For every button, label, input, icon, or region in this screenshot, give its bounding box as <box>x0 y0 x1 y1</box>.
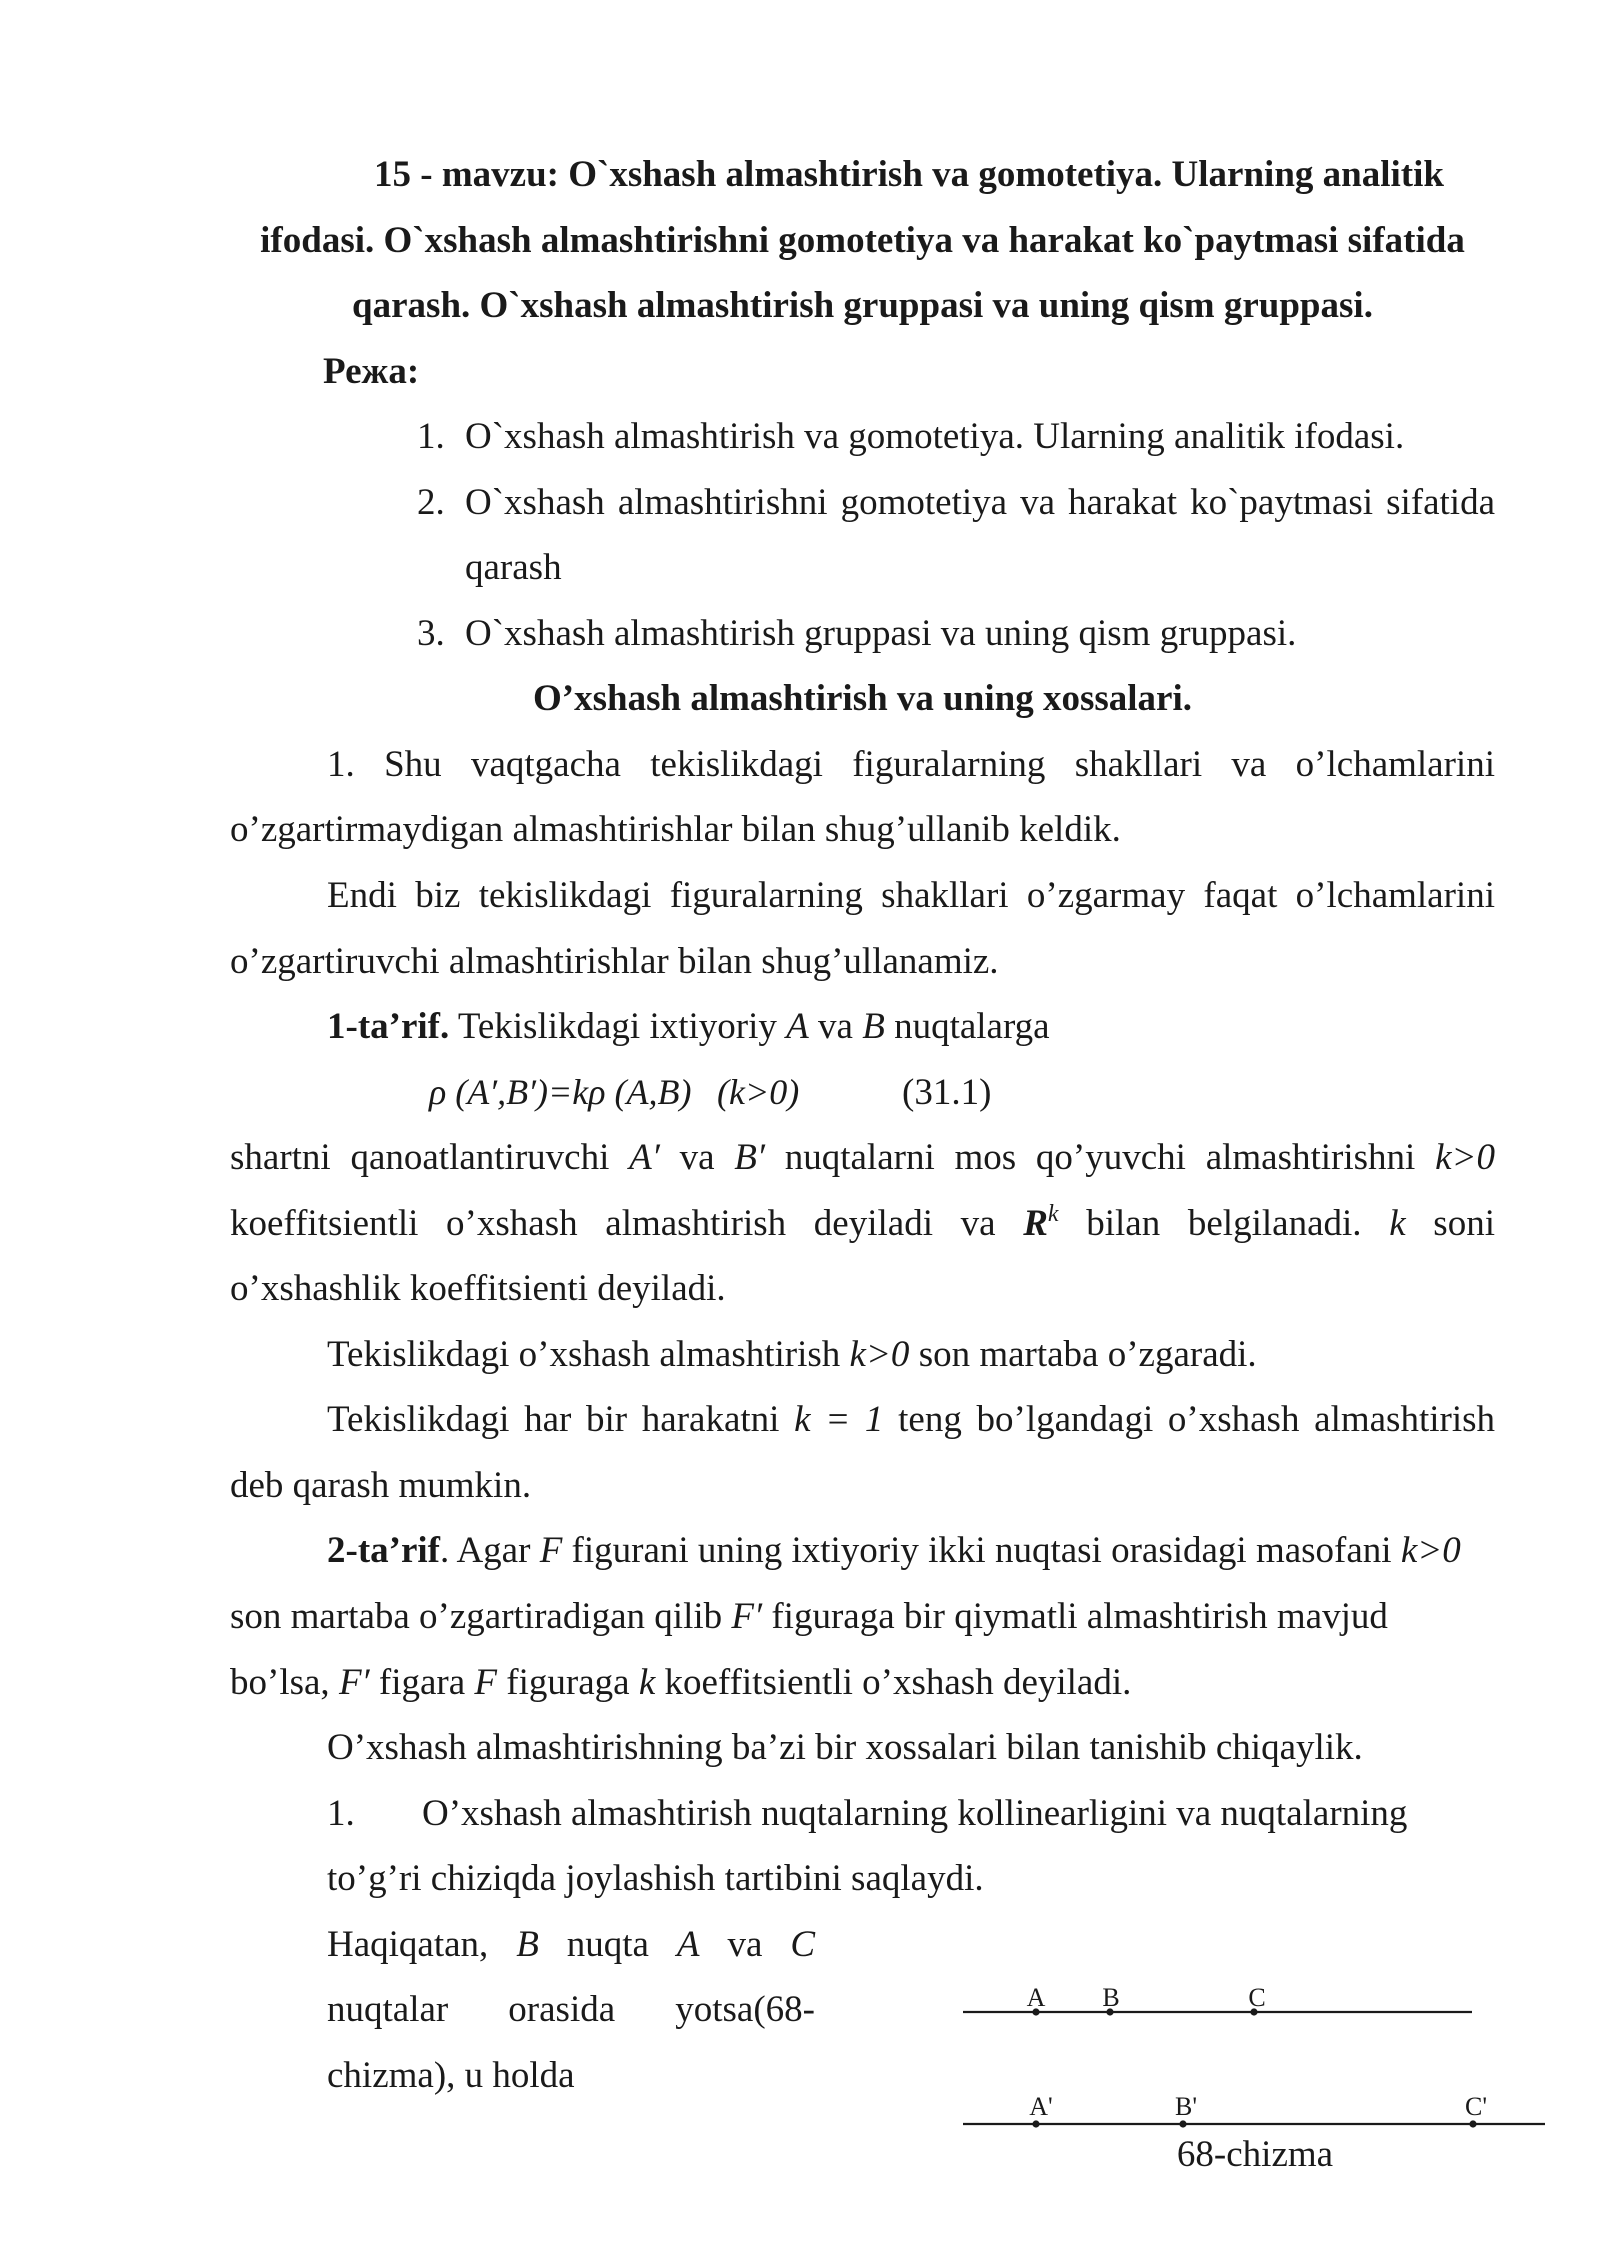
definition-2-term: 2-ta’rif <box>327 1530 440 1572</box>
definition-text: koeffitsientli o’xshash deyiladi. <box>655 1661 1132 1703</box>
figure-f-prime-variable: F′ <box>731 1596 763 1638</box>
remark-2-line-2: deb qarash mumkin. <box>230 1464 532 1506</box>
point-a-prime-label: A' <box>1029 2092 1053 2121</box>
plan-heading: Режа: <box>323 350 420 392</box>
figure-caption: 68-chizma <box>1176 2134 1334 2175</box>
remark-1 <box>327 1322 1495 1388</box>
topic-title-line-2: ifodasi. O`xshash almashtirishni gomotetiya va harakat ko`paytmasi sifatida <box>260 219 1465 261</box>
point-a-variable: A <box>786 1006 809 1048</box>
property-text: O’xshash almashtirish nuqtalarning kollinearligini va nuqtalarning <box>422 1792 1408 1834</box>
point-b-prime-dot <box>1179 2120 1186 2127</box>
definition-text: figuraga <box>497 1661 639 1703</box>
definition-text: bo’lsa, <box>230 1661 339 1703</box>
proof-text: nuqta <box>538 1923 677 1965</box>
definition-text: . Agar <box>440 1530 540 1572</box>
definition-text: figara <box>369 1661 475 1703</box>
remark-text: Tekislikdagi o’xshash almashtirish <box>327 1333 850 1375</box>
definition-1-term: 1-ta’rif. <box>327 1006 450 1048</box>
point-b-variable: B <box>862 1006 885 1048</box>
definition-2-line-1 <box>327 1518 1495 1584</box>
point-a-prime-dot <box>1032 2120 1039 2127</box>
k-variable: k <box>638 1661 656 1703</box>
point-a-prime-variable: A′ <box>629 1137 660 1179</box>
figure-f-prime-variable: F′ <box>338 1661 370 1703</box>
intro-paragraph-1-line-2: o’zgartirmaydigan almashtirishlar bilan shug’ullanib keldik. <box>230 809 1121 851</box>
remark-text: son martaba o’zgaradi. <box>909 1333 1257 1375</box>
definition-1-line-5: o’xshashlik koeffitsienti deyiladi. <box>230 1268 726 1310</box>
topic-title-line-1: 15 - mavzu: O`xshash almashtirish va gomotetiya. Ularning analitik <box>374 154 1444 195</box>
figure-f-variable: F <box>474 1661 498 1703</box>
equation-number: (31.1) <box>902 1071 992 1113</box>
definition-1-line-1 <box>327 994 1495 1060</box>
definition-text: soni <box>1405 1202 1495 1244</box>
k-equals-one: k = 1 <box>794 1399 884 1441</box>
plan-item-2-continuation: qarash <box>465 547 562 589</box>
point-b-prime-label: B' <box>1174 2092 1198 2121</box>
plan-item-number: 1. <box>417 416 445 458</box>
definition-text: koeffitsientli o’xshash almashtirish deyiladi va <box>230 1202 1024 1244</box>
definition-1-line-3 <box>230 1125 1495 1191</box>
plan-item-number: 3. <box>417 612 445 654</box>
formula-expression: ρ (A′,B′)=kρ (A,B) <box>429 1071 692 1112</box>
definition-1-line-4 <box>230 1191 1495 1257</box>
definition-text: figurani uning ixtiyoriy ikki nuqtasi orasidagi masofani <box>562 1530 1401 1572</box>
point-b-variable: B <box>516 1923 539 1965</box>
intro-paragraph-2-line-2: o’zgartiruvchi almashtirishlar bilan shug’ullanamiz. <box>230 940 999 982</box>
point-c-variable: C <box>790 1923 816 1965</box>
definition-2-line-2 <box>230 1584 1495 1650</box>
figure-68 <box>940 1960 1580 2180</box>
figure-f-variable: F <box>539 1530 563 1572</box>
formula-31-1 <box>0 1060 1600 1126</box>
formula-condition: (k>0) <box>717 1071 800 1112</box>
definition-text: va <box>808 1006 863 1048</box>
definition-text: va <box>659 1137 735 1179</box>
similarity-exponent: k <box>1047 1200 1059 1227</box>
point-a-label: A <box>1026 1983 1046 2012</box>
plan-item-text: O`xshash almashtirish gruppasi va uning qism gruppasi. <box>465 612 1297 654</box>
point-c-label: C <box>1248 1983 1266 2012</box>
property-1-line-2: to’g’ri chiziqda joylashish tartibini saqlaydi. <box>327 1858 984 1900</box>
section-heading: O’xshash almashtirish va uning xossalari. <box>533 678 1192 720</box>
definition-2-line-3 <box>230 1650 1495 1716</box>
k-condition: k>0 <box>849 1333 910 1375</box>
definition-text: nuqtalarga <box>884 1006 1050 1048</box>
proof-text: va <box>699 1923 791 1965</box>
k-variable: k <box>1389 1202 1406 1244</box>
plan-item-1 <box>417 404 1600 470</box>
plan-item-number: 2. <box>417 481 445 523</box>
plan-item-text: O`xshash almashtirishni gomotetiya va harakat ko`paytmasi sifatida <box>465 481 1495 523</box>
remark-2-line-1 <box>327 1387 1495 1453</box>
properties-intro: O’xshash almashtirishning ba’zi bir xossalari bilan tanishib chiqaylik. <box>327 1727 1363 1769</box>
definition-text: figuraga bir qiymatli almashtirish mavjud <box>762 1596 1388 1638</box>
point-c-prime-label: C' <box>1464 2092 1488 2121</box>
point-c-prime-dot <box>1469 2120 1476 2127</box>
proof-line-2: nuqtalar orasida yotsa(68- <box>327 1989 815 2031</box>
point-a-variable: A <box>676 1923 700 1965</box>
definition-text: nuqtalarni mos qo’yuvchi almashtirishni <box>764 1137 1436 1179</box>
point-b-prime-variable: B′ <box>734 1137 765 1179</box>
definition-text: shartni qanoatlantiruvchi <box>230 1137 630 1179</box>
page-content <box>0 142 1600 2108</box>
intro-paragraph-1-line-1: 1. Shu vaqtgacha tekislikdagi figuralarning shakllari va o’lchamlarini <box>327 743 1495 785</box>
topic-title-line-3: qarash. O`xshash almashtirish gruppasi va uning qism gruppasi. <box>352 285 1373 327</box>
plan-item-text: O`xshash almashtirish va gomotetiya. Ularning analitik ifodasi. <box>465 416 1405 458</box>
intro-paragraph-2-line-1: Endi biz tekislikdagi figuralarning shakllari o’zgarmay faqat o’lchamlarini <box>327 875 1495 917</box>
proof-line-1 <box>327 1912 815 1978</box>
definition-text: bilan belgilanadi. <box>1058 1202 1390 1244</box>
proof-text: Haqiqatan, <box>327 1923 517 1965</box>
remark-text: Tekislikdagi har bir harakatni <box>327 1399 795 1441</box>
proof-line-3: chizma), u holda <box>327 2054 575 2096</box>
k-condition: k>0 <box>1400 1530 1461 1572</box>
plan-item-3 <box>417 601 1600 667</box>
k-condition: k>0 <box>1435 1137 1495 1179</box>
remark-text: teng bo’lgandagi o’xshash almashtirish <box>883 1399 1496 1441</box>
definition-text: Tekislikdagi ixtiyoriy <box>449 1006 787 1048</box>
property-number: 1. <box>327 1792 355 1834</box>
point-b-label: B <box>1102 1983 1120 2012</box>
similarity-symbol: R <box>1023 1202 1048 1244</box>
plan-item-2 <box>417 470 1600 536</box>
property-1-line-1 <box>327 1781 1600 1847</box>
definition-text: son martaba o’zgartiradigan qilib <box>230 1596 732 1638</box>
